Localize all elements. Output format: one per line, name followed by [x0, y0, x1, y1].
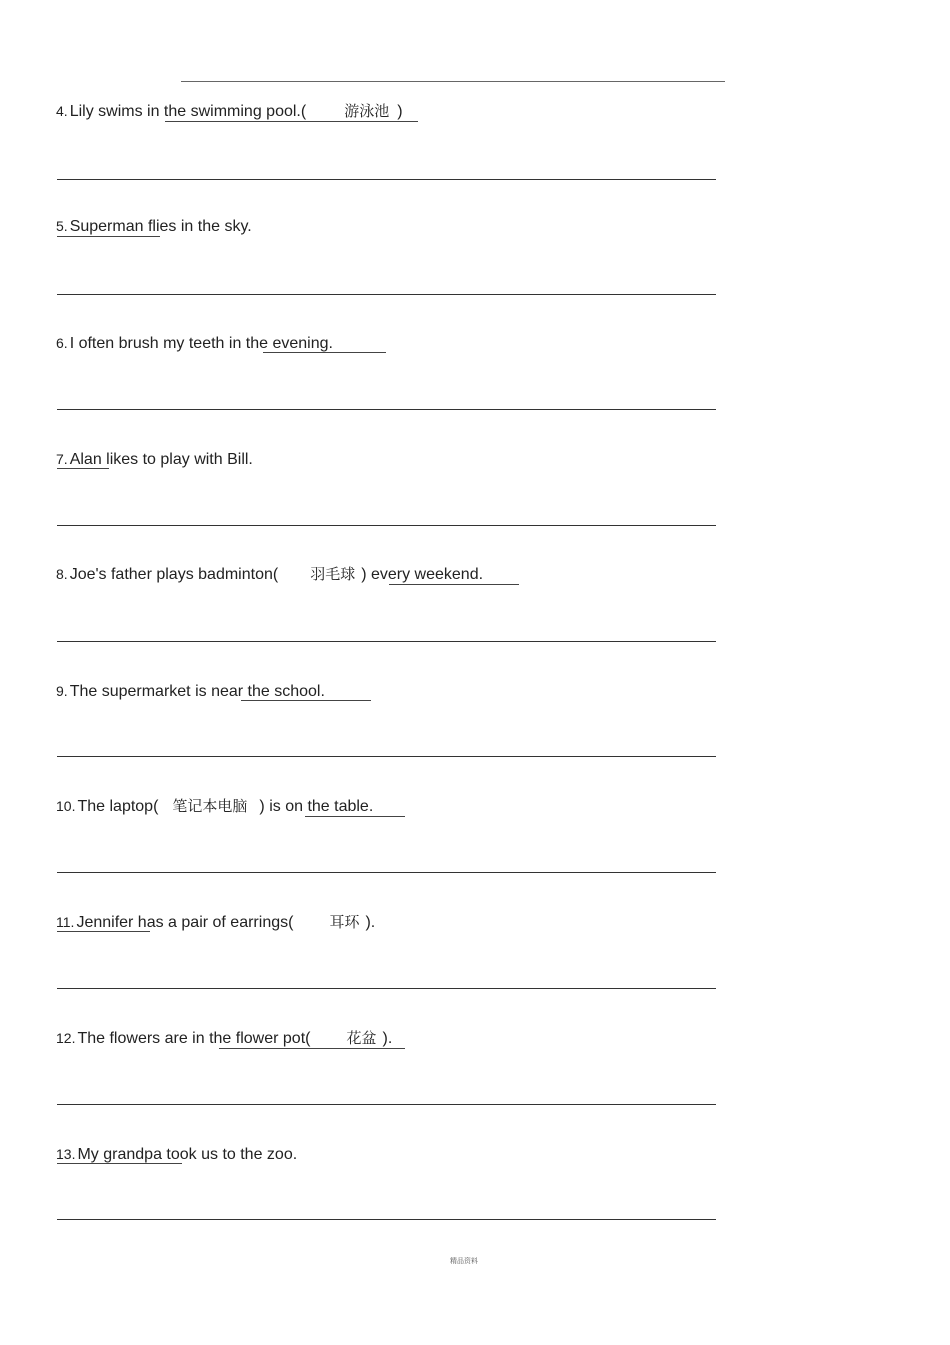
question-text: I often brush my teeth in the evening.: [69, 335, 333, 352]
underline: [263, 352, 386, 353]
question-text: Joe's father plays badminton(: [69, 566, 279, 583]
underline: [389, 584, 519, 585]
chinese-hint: 羽毛球: [310, 565, 356, 583]
header-rule: [181, 81, 725, 82]
underline: [219, 1048, 405, 1049]
question-8: 8. Joe's father plays badminton( 羽毛球 ) every weekend.: [56, 565, 484, 583]
question-4: 4. Lily swims in the swimming pool.( 游泳池 ): [56, 102, 403, 120]
underline: [241, 700, 371, 701]
page-footer: 精品资料: [450, 1257, 478, 1265]
chinese-hint: 游泳池: [344, 102, 390, 120]
question-6: 6. I often brush my teeth in the evening.: [56, 335, 333, 352]
question-text: My grandpa took us to the zoo.: [77, 1146, 298, 1163]
chinese-hint: 耳环: [329, 913, 360, 931]
underline: [57, 236, 160, 237]
answer-line[interactable]: [57, 988, 716, 989]
question-text: Lily swims in the swimming pool.(: [69, 103, 307, 120]
answer-line[interactable]: [57, 409, 716, 410]
question-9: 9. The supermarket is near the school.: [56, 683, 325, 700]
question-text: The flowers are in the flower pot(: [77, 1030, 311, 1047]
question-10: 10. The laptop( 笔记本电脑 ) is on the table.: [56, 797, 374, 815]
question-12: 12. The flowers are in the flower pot( 花盆 ).: [56, 1029, 393, 1047]
question-text: The supermarket is near the school.: [69, 683, 325, 700]
chinese-hint: 笔记本电脑: [172, 797, 248, 815]
answer-line[interactable]: [57, 1104, 716, 1105]
answer-line[interactable]: [57, 179, 716, 180]
answer-line[interactable]: [57, 641, 716, 642]
question-text: Jennifer has a pair of earrings(: [76, 914, 294, 931]
question-13: 13. My grandpa took us to the zoo.: [56, 1146, 298, 1163]
underline: [165, 121, 418, 122]
question-text: Alan likes to play with Bill.: [69, 451, 253, 468]
question-text: Superman flies in the sky.: [69, 218, 252, 235]
underline: [57, 931, 150, 932]
question-7: 7. Alan likes to play with Bill.: [56, 451, 253, 468]
question-11: 11. Jennifer has a pair of earrings( 耳环 ).: [56, 913, 376, 931]
question-5: 5. Superman flies in the sky.: [56, 218, 252, 235]
answer-line[interactable]: [57, 872, 716, 873]
answer-line[interactable]: [57, 756, 716, 757]
underline: [57, 1163, 182, 1164]
question-text: The laptop(: [77, 798, 159, 815]
underline: [305, 816, 405, 817]
answer-line[interactable]: [57, 525, 716, 526]
answer-line[interactable]: [57, 294, 716, 295]
underline: [57, 468, 109, 469]
answer-line[interactable]: [57, 1219, 716, 1220]
chinese-hint: 花盆: [346, 1029, 377, 1047]
